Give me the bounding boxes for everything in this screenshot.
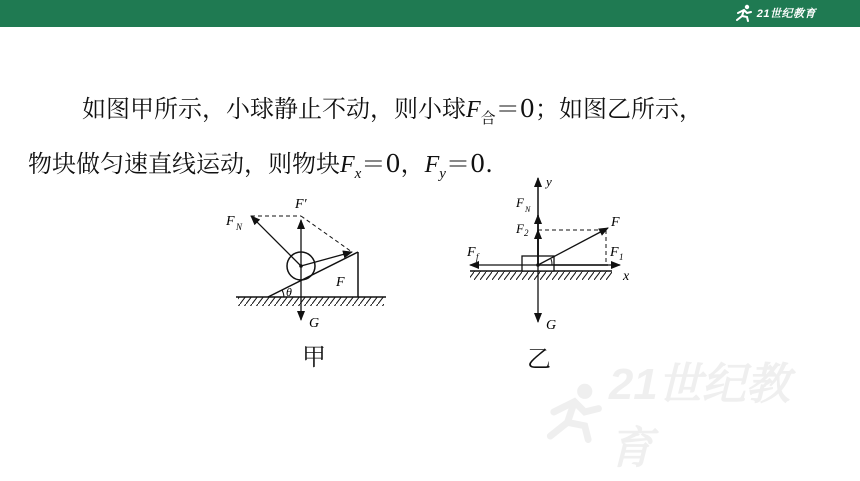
text-segment: ＝0， [361,150,425,178]
label-FN-sub: N [525,205,531,214]
label-F1: F [610,245,619,260]
label-FN-sub: N [236,222,243,232]
force-symbol: F [466,97,481,123]
arrow-FN [251,216,301,266]
label-Ff-sub: f [476,252,479,262]
label-G: G [546,318,557,333]
label-F: F [611,215,620,230]
diagram-yi [466,174,630,333]
label-F2: F [516,221,524,236]
subscript: x [354,166,362,182]
label-F2-sub: 2 [524,228,529,238]
subscript: y [439,166,446,182]
text-segment: ＝0；如图乙所示， [495,95,703,123]
text-segment: ＝0. [445,150,493,178]
watermark-text: 21世纪教育 [608,360,790,473]
text-segment: 如图甲所示，小球静止不动，则小球 [82,95,466,123]
label-G: G [309,316,320,331]
theta-arc [282,290,284,297]
ground-hatch [470,271,612,280]
dashed-line [301,216,352,252]
label-F: F [336,275,345,290]
label-theta: θ [286,285,292,299]
label-x: x [623,269,630,284]
label-F1-sub: 1 [619,252,624,262]
force-symbol: F [340,152,355,178]
label-FN: F [226,214,235,229]
runner-icon [540,379,609,445]
logo-text: 21世纪教育 [756,8,816,20]
caption-jia: 甲 [302,343,326,371]
watermark [540,360,830,473]
ground-hatch [238,297,384,306]
subscript: 合 [480,109,496,127]
text-segment: 物块做匀速直线运动，则物块 [28,150,340,178]
label-FN: F [516,195,524,210]
arrow-F [538,228,608,265]
label-Ff: F [467,245,476,260]
force-symbol: F [424,152,440,178]
label-F-prime: F′ [295,197,307,212]
diagram-jia [225,197,386,331]
label-y: y [546,174,552,189]
caption-yi: 乙 [527,345,551,373]
